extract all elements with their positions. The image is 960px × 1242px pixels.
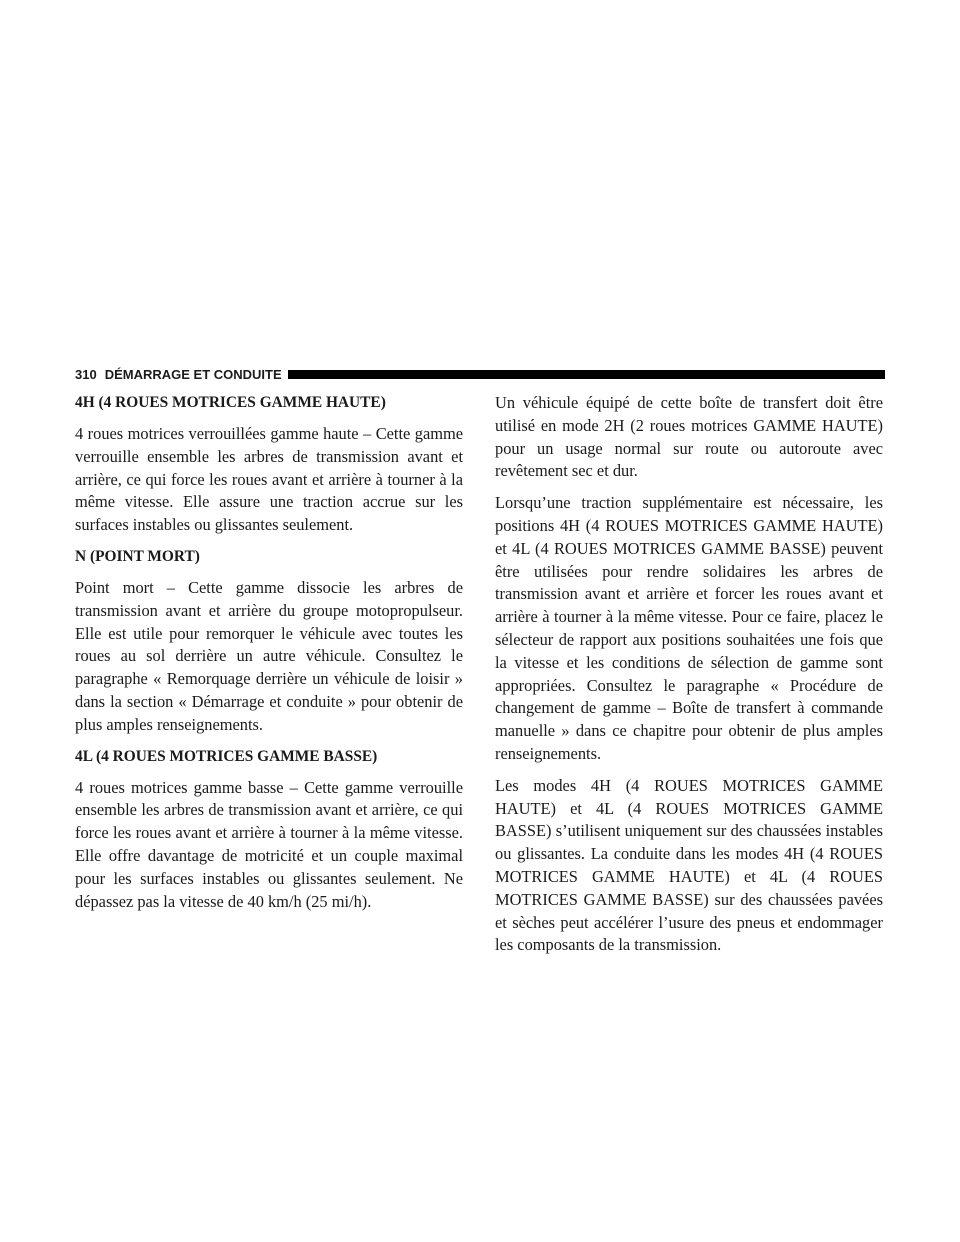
header-rule	[288, 370, 885, 379]
heading-neutral: N (POINT MORT)	[75, 547, 200, 565]
heading-4h: 4H (4 ROUES MOTRICES GAMME HAUTE)	[75, 394, 386, 411]
section-title: DÉMARRAGE ET CONDUITE	[104, 366, 282, 382]
running-header	[75, 366, 885, 382]
paragraph-2h-usage: Un véhicule équipé de cette boîte de transfert doit être utilisé en mode 2H (2 roues motrices GAMME HAUTE) pour un usage normal sur route ou autoroute avec revêtement sec et dur.	[495, 393, 883, 481]
left-column	[75, 392, 463, 922]
paragraph-road-conditions: Les modes 4H (4 ROUES MOTRICES GAMME HAUTE) et 4L (4 ROUES MOTRICES GAMME BASSE) s’utilisent uniquement sur des chaussées instables ou glissantes. La conduite dans les modes 4H (4 ROUES MOTRICES GAMME HAUTE) et 4L (4 ROUES MOTRICES GAMME BASSE) sur des chaussées pavées et sèches peut accélérer l’usure des pneus et endommager les composants de la transmission.	[495, 775, 883, 955]
paragraph-4l: 4 roues motrices gamme basse – Cette gamme verrouille ensemble les arbres de transmission avant et arrière, ce qui force les roues avant et arrière à tourner à la même vitesse. Elle offre davantage de motricité et un couple maximal pour les surfaces instables ou glissantes seulement. Ne dépassez pas la vitesse de 40 km/h (25 mi/h).	[75, 777, 463, 911]
page-number: 310	[75, 366, 97, 382]
paragraph-neutral: Point mort – Cette gamme dissocie les arbres de transmission avant et arrière du groupe motopropulseur. Elle est utile pour remorquer le véhicule avec toutes les roues au sol derrière un autre véhicule. Consultez le paragraphe « Remorquage derrière un véhicule de loisir » dans la section « Démarrage et conduite » pour obtenir de plus amples renseignements.	[75, 577, 463, 734]
right-column	[495, 392, 883, 966]
paragraph-4h: 4 roues motrices verrouillées gamme haute – Cette gamme verrouille ensemble les arbres de transmission avant et arrière, ce qui force les roues avant et arrière à tourner à la même vitesse. Elle assure une traction accrue sur les surfaces instables ou glissantes seulement.	[75, 424, 463, 535]
paragraph-extra-traction: Lorsqu’une traction supplémentaire est nécessaire, les positions 4H (4 ROUES MOTRICES GAMME HAUTE) et 4L (4 ROUES MOTRICES GAMME BASSE) peuvent être utilisées pour rendre solidaires les arbres de transmission avant et arrière et forcer les roues avant et arrière à tourner à la même vitesse. Pour ce faire, placez le sélecteur de rapport aux positions souhaitées une fois que la vitesse et les conditions de sélection de gamme sont appropriées. Consultez le paragraphe « Procédure de changement de gamme – Boîte de transfert à commande manuelle » dans ce chapitre pour obtenir de plus amples renseignements.	[495, 493, 883, 763]
heading-4l: 4L (4 ROUES MOTRICES GAMME BASSE)	[75, 747, 378, 765]
